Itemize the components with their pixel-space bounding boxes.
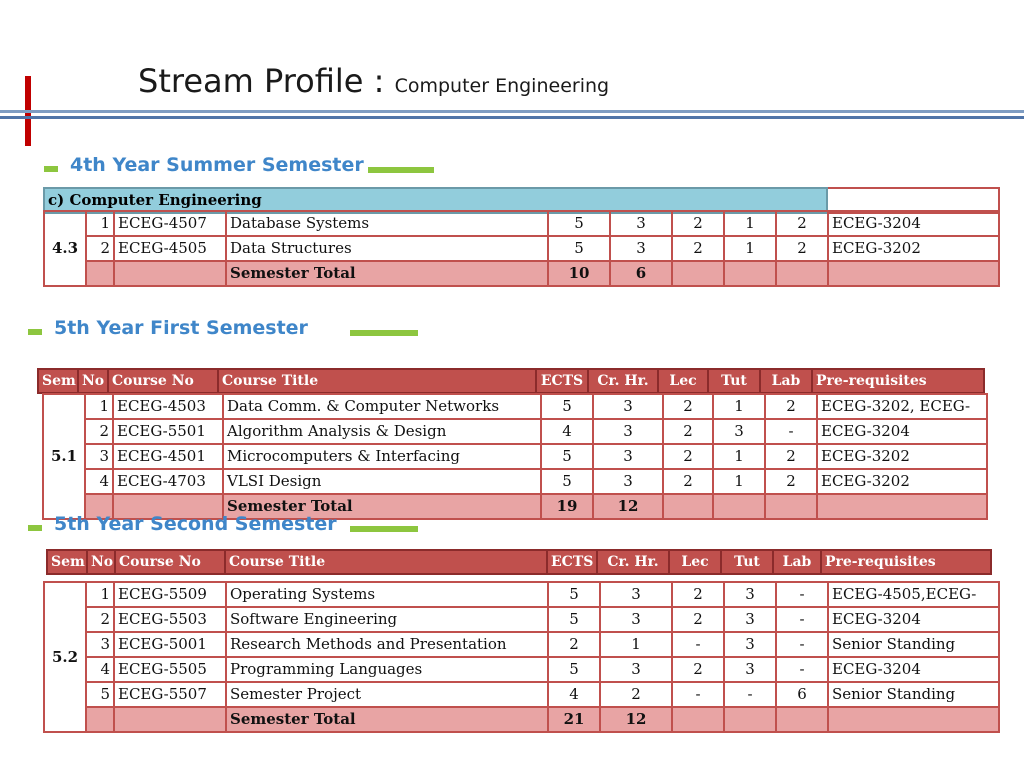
course-no: 1 (86, 211, 114, 236)
course-title: Data Structures (226, 236, 548, 261)
lab: 6 (776, 682, 828, 707)
header-sem: Sem (47, 550, 87, 574)
semester-code: 5.2 (44, 582, 86, 732)
course-code: ECEG-5001 (114, 632, 226, 657)
blank-cell (776, 261, 828, 286)
course-no: 4 (86, 657, 114, 682)
credit-hours: 3 (593, 394, 663, 419)
blank-cell (817, 494, 987, 519)
table-row (43, 394, 987, 419)
prerequisite: ECEG-3204 (828, 607, 999, 632)
table-3-header (46, 549, 992, 575)
credit-hours: 3 (600, 582, 672, 607)
header-prerequisites: Pre-requisites (821, 550, 991, 574)
title-sub: Computer Engineering (394, 75, 610, 97)
blank-cell (114, 707, 226, 732)
tutorial: 1 (724, 211, 776, 236)
header-credit-hours: Cr. Hr. (588, 369, 658, 393)
course-code: ECEG-4501 (113, 444, 223, 469)
course-no: 2 (86, 236, 114, 261)
total-ects: 19 (541, 494, 593, 519)
lecture: 2 (672, 582, 724, 607)
header-course-title: Course Title (225, 550, 547, 574)
total-label: Semester Total (226, 261, 548, 286)
ects: 4 (541, 419, 593, 444)
tutorial: 3 (724, 582, 776, 607)
header-tut: Tut (708, 369, 760, 393)
credit-hours: 3 (593, 469, 663, 494)
page-title (138, 62, 609, 100)
header-sem: Sem (38, 369, 78, 393)
total-credit-hours: 12 (593, 494, 663, 519)
lecture: - (672, 682, 724, 707)
blank-cell (724, 707, 776, 732)
prerequisite: ECEG-3202 (828, 236, 999, 261)
heading-bullet (44, 166, 58, 172)
lab: 2 (776, 211, 828, 236)
heading-bullet (28, 525, 42, 531)
blank-cell (828, 707, 999, 732)
blank-cell (765, 494, 817, 519)
credit-hours: 3 (600, 657, 672, 682)
course-title: Operating Systems (226, 582, 548, 607)
table-row (43, 419, 987, 444)
prerequisite: ECEG-3204 (828, 657, 999, 682)
table-row (43, 469, 987, 494)
credit-hours: 1 (600, 632, 672, 657)
course-code: ECEG-5507 (114, 682, 226, 707)
course-title: Data Comm. & Computer Networks (223, 394, 541, 419)
table-row (44, 682, 999, 707)
course-no: 2 (86, 607, 114, 632)
header-course-no: Course No (115, 550, 225, 574)
lecture: 2 (672, 236, 724, 261)
table-row (44, 211, 999, 236)
prerequisite: ECEG-3202 (817, 444, 987, 469)
tutorial: 1 (713, 394, 765, 419)
section-heading-3: 5th Year Second Semester (54, 513, 337, 535)
ects: 5 (548, 582, 600, 607)
table-row (44, 607, 999, 632)
lecture: 2 (663, 444, 713, 469)
tutorial: 3 (724, 607, 776, 632)
header-lec: Lec (669, 550, 721, 574)
lecture: - (672, 632, 724, 657)
heading-underline (350, 330, 418, 336)
course-title: Software Engineering (226, 607, 548, 632)
course-code: ECEG-4507 (114, 211, 226, 236)
blank-cell (776, 707, 828, 732)
credit-hours: 3 (600, 607, 672, 632)
course-no: 1 (85, 394, 113, 419)
ects: 5 (548, 657, 600, 682)
lab: - (776, 632, 828, 657)
header-no: No (78, 369, 108, 393)
banner-cell: c) Computer Engineering (44, 188, 827, 213)
lab: 2 (765, 394, 817, 419)
total-row (44, 261, 999, 286)
header-lab: Lab (773, 550, 821, 574)
heading-underline (368, 167, 434, 173)
ects: 5 (541, 469, 593, 494)
header-ects: ECTS (536, 369, 588, 393)
lecture: 2 (663, 469, 713, 494)
lab: - (765, 419, 817, 444)
semester-code: 4.3 (44, 211, 86, 286)
credit-hours: 3 (610, 236, 672, 261)
title-rule-bottom (0, 116, 1024, 119)
tutorial: 1 (713, 469, 765, 494)
blank-cell (672, 261, 724, 286)
lecture: 2 (672, 211, 724, 236)
course-no: 1 (86, 582, 114, 607)
header-lab: Lab (760, 369, 812, 393)
header-prerequisites: Pre-requisites (812, 369, 984, 393)
ects: 5 (541, 394, 593, 419)
total-ects: 21 (548, 707, 600, 732)
total-credit-hours: 6 (610, 261, 672, 286)
course-code: ECEG-5509 (114, 582, 226, 607)
lecture: 2 (672, 607, 724, 632)
header-course-no: Course No (108, 369, 218, 393)
total-label: Semester Total (223, 494, 541, 519)
header-tut: Tut (721, 550, 773, 574)
tutorial: 1 (724, 236, 776, 261)
header-credit-hours: Cr. Hr. (597, 550, 669, 574)
lecture: 2 (672, 657, 724, 682)
tutorial: 1 (713, 444, 765, 469)
credit-hours: 3 (610, 211, 672, 236)
course-title: Semester Project (226, 682, 548, 707)
lab: - (776, 657, 828, 682)
table-1 (43, 210, 1000, 287)
ects: 5 (548, 211, 610, 236)
prerequisite: Senior Standing (828, 682, 999, 707)
header-no: No (87, 550, 115, 574)
title-main: Stream Profile : (138, 62, 395, 100)
course-no: 3 (86, 632, 114, 657)
tutorial: 3 (724, 632, 776, 657)
blank-cell (713, 494, 765, 519)
heading-bullet (28, 329, 42, 335)
total-label: Semester Total (226, 707, 548, 732)
blank-cell (672, 707, 724, 732)
course-no: 4 (85, 469, 113, 494)
tutorial: - (724, 682, 776, 707)
table-row (44, 582, 999, 607)
total-ects: 10 (548, 261, 610, 286)
table-3 (43, 581, 1000, 733)
course-code: ECEG-4703 (113, 469, 223, 494)
lab: 2 (776, 236, 828, 261)
lab: - (776, 582, 828, 607)
table-2-header (37, 368, 985, 394)
total-credit-hours: 12 (600, 707, 672, 732)
course-title: Database Systems (226, 211, 548, 236)
blank-cell (828, 261, 999, 286)
header-lec: Lec (658, 369, 708, 393)
prerequisite: ECEG-3202 (817, 469, 987, 494)
course-title: VLSI Design (223, 469, 541, 494)
lab: 2 (765, 444, 817, 469)
course-code: ECEG-4503 (113, 394, 223, 419)
prerequisite: ECEG-3202, ECEG- (817, 394, 987, 419)
table-2 (42, 393, 988, 520)
ects: 5 (541, 444, 593, 469)
header-ects: ECTS (547, 550, 597, 574)
semester-code: 5.1 (43, 394, 85, 519)
table-row (44, 657, 999, 682)
tutorial: 3 (724, 657, 776, 682)
table-row (44, 632, 999, 657)
ects: 2 (548, 632, 600, 657)
lecture: 2 (663, 394, 713, 419)
tutorial: 3 (713, 419, 765, 444)
ects: 5 (548, 607, 600, 632)
header-course-title: Course Title (218, 369, 536, 393)
course-title: Programming Languages (226, 657, 548, 682)
blank-cell (114, 261, 226, 286)
credit-hours: 2 (600, 682, 672, 707)
ects: 5 (548, 236, 610, 261)
course-code: ECEG-5501 (113, 419, 223, 444)
section-heading-1: 4th Year Summer Semester (70, 154, 364, 176)
prerequisite: ECEG-3204 (817, 419, 987, 444)
section-heading-2: 5th Year First Semester (54, 317, 308, 339)
prerequisite: ECEG-4505,ECEG- (828, 582, 999, 607)
course-code: ECEG-5505 (114, 657, 226, 682)
course-no: 2 (85, 419, 113, 444)
course-code: ECEG-5503 (114, 607, 226, 632)
prerequisite: ECEG-3204 (828, 211, 999, 236)
course-code: ECEG-4505 (114, 236, 226, 261)
course-title: Research Methods and Presentation (226, 632, 548, 657)
course-title: Algorithm Analysis & Design (223, 419, 541, 444)
course-no: 3 (85, 444, 113, 469)
title-rule-top (0, 110, 1024, 113)
prerequisite: Senior Standing (828, 632, 999, 657)
total-row (44, 707, 999, 732)
lab: - (776, 607, 828, 632)
heading-underline (350, 526, 418, 532)
credit-hours: 3 (593, 444, 663, 469)
blank-cell (724, 261, 776, 286)
blank-cell (86, 707, 114, 732)
course-no: 5 (86, 682, 114, 707)
lab: 2 (765, 469, 817, 494)
credit-hours: 3 (593, 419, 663, 444)
course-title: Microcomputers & Interfacing (223, 444, 541, 469)
table-row (44, 236, 999, 261)
ects: 4 (548, 682, 600, 707)
lecture: 2 (663, 419, 713, 444)
blank-cell (86, 261, 114, 286)
table-row (43, 444, 987, 469)
blank-cell (663, 494, 713, 519)
